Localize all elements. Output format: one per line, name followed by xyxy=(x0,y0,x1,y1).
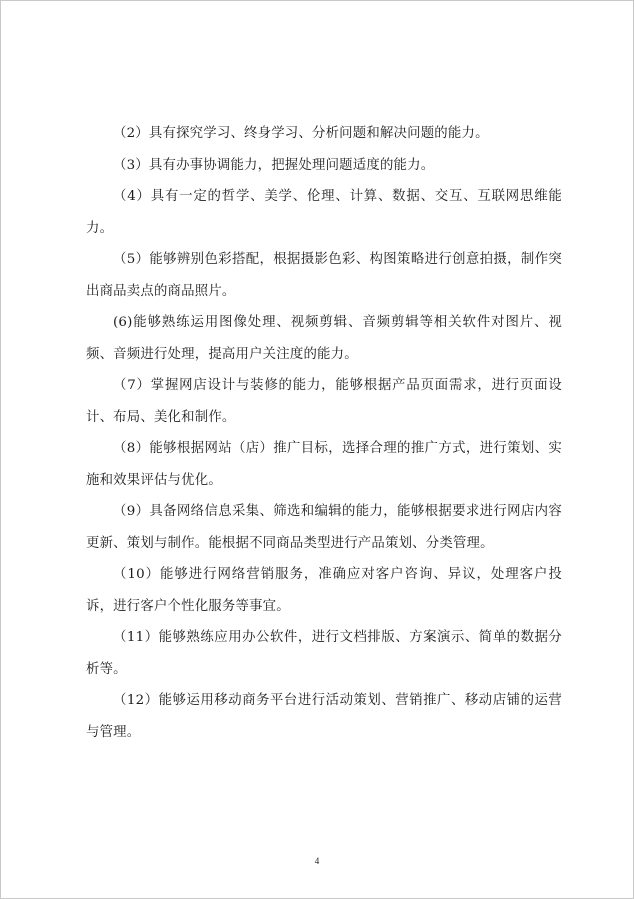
paragraph-item-7: （7）掌握网店设计与装修的能力，能够根据产品页面需求，进行页面设计、布局、美化和制作。 xyxy=(86,378,562,425)
paragraph-item-10: （10）能够进行网络营销服务，准确应对客户咨询、异议，处理客户投诉，进行客户个性化服务等事宜。 xyxy=(86,567,562,614)
paragraph-item-2: （2）具有探究学习、终身学习、分析问题和解决问题的能力。 xyxy=(113,126,489,141)
page-number: 4 xyxy=(314,856,320,866)
paragraph-item-4: （4）具有一定的哲学、美学、伦理、计算、数据、交互、互联网思维能力。 xyxy=(86,189,562,236)
page-body xyxy=(86,118,562,748)
paragraph-item-11: （11）能够熟练应用办公软件，进行文档排版、方案演示、简单的数据分析等。 xyxy=(86,630,562,677)
paragraph-item-3: （3）具有办事协调能力，把握处理问题适度的能力。 xyxy=(113,157,435,173)
paragraph-item-6: (6)能够熟练运用图像处理、视频剪辑、音频剪辑等相关软件对图片、视频、音频进行处理，提高用户关注度的能力。 xyxy=(86,315,562,362)
paragraph-item-8: （8）能够根据网站（店）推广目标，选择合理的推广方式，进行策划、实施和效果评估与优化。 xyxy=(86,441,562,488)
paragraph-item-9: （9）具备网络信息采集、筛选和编辑的能力，能够根据要求进行网店内容更新、策划与制作。能根据不同商品类型进行产品策划、分类管理。 xyxy=(86,504,562,551)
paragraph-item-12: （12）能够运用移动商务平台进行活动策划、营销推广、移动店铺的运营与管理。 xyxy=(86,693,562,740)
paragraph-item-5: （5）能够辨别色彩搭配，根据摄影色彩、构图策略进行创意拍摄，制作突出商品卖点的商品照片。 xyxy=(86,252,562,299)
